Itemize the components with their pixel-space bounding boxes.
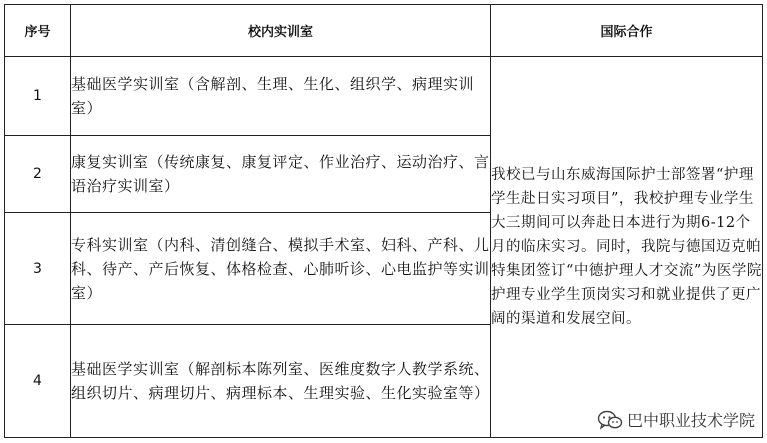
row-index: 4	[5, 325, 71, 438]
wechat-icon	[597, 410, 623, 430]
row-rooms: 基础医学实训室（含解剖、生理、生化、组织学、病理实训室）	[71, 57, 491, 136]
row-index: 3	[5, 213, 71, 325]
row-index: 1	[5, 57, 71, 136]
training-rooms-table	[4, 4, 763, 438]
header-row	[5, 5, 763, 57]
header-rooms: 校内实训室	[71, 5, 491, 57]
header-cooperation: 国际合作	[491, 5, 763, 57]
row-index: 2	[5, 136, 71, 213]
header-index: 序号	[5, 5, 71, 57]
row-rooms: 康复实训室（传统康复、康复评定、作业治疗、运动治疗、言语治疗实训室）	[71, 136, 491, 213]
row-rooms: 专科实训室（内科、清创缝合、模拟手术室、妇科、产科、儿科、待产、产后恢复、体格检查、心肺听诊、心电监护等实训室）	[71, 213, 491, 325]
cooperation-cell: 我校已与山东威海国际护士部签署“护理学生赴日实习项目”，我校护理专业学生大三期间可以奔赴日本进行为期6-12个月的临床实习。同时，我院与德国迈克帕特集团签订“中德护理人才交流”为医学院护理专业学生顶岗实习和就业提供了更广阔的渠道和发展空间。	[491, 57, 763, 438]
table-row	[5, 57, 763, 136]
watermark	[597, 408, 755, 431]
watermark-text: 巴中职业技术学院	[626, 411, 755, 430]
row-rooms: 基础医学实训室（解剖标本陈列室、医维度数字人教学系统、组织切片、病理切片、病理标本、生理实验、生化实验室等）	[71, 325, 491, 438]
